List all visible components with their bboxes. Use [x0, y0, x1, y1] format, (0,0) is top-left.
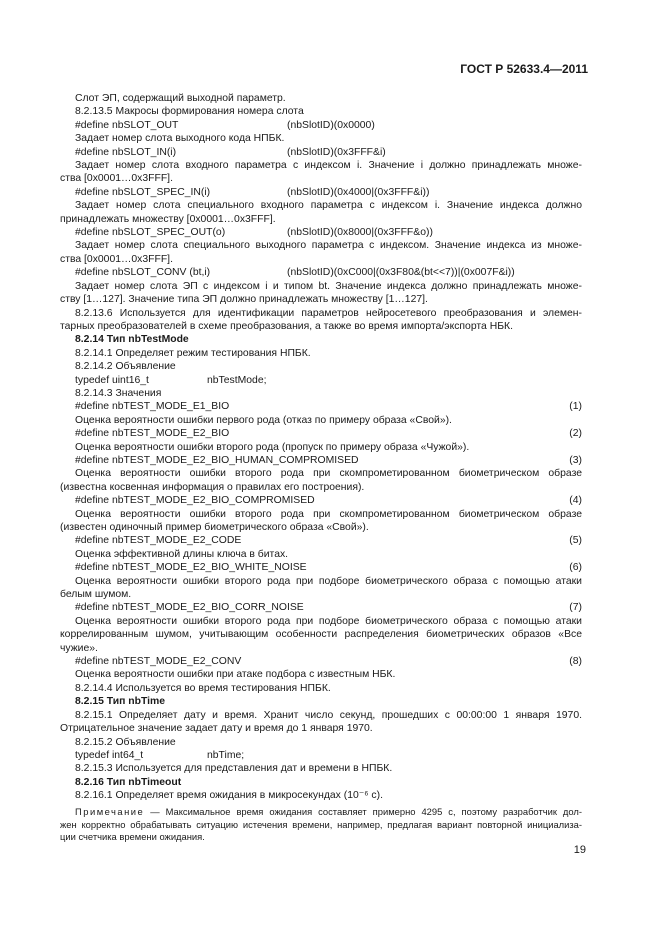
- code-value: (nbSlotID)(0x0000): [287, 119, 375, 131]
- note-line: ции счетчика времени ожидания.: [60, 831, 205, 842]
- text-line: Слот ЭП, содержащий выходной параметр.: [75, 93, 286, 104]
- code-value: (1): [569, 401, 582, 413]
- text-line: 8.2.14.3 Значения: [75, 387, 162, 399]
- text-line: 8.2.16.1 Определяет время ожидания в микросекундах (10⁻⁶ с).: [75, 790, 383, 802]
- note-label: Примечание: [75, 806, 145, 817]
- code-value: (6): [569, 562, 582, 574]
- page-body: [60, 92, 582, 803]
- text-line: 8.2.14.2 Объявление: [75, 361, 176, 373]
- code-macro: #define nbTEST_MODE_E2_BIO: [75, 428, 230, 440]
- text-line: белым шумом.: [60, 589, 132, 601]
- code-macro: #define nbSLOT_CONV (bt,i): [75, 267, 211, 279]
- document-header: ГОСТ Р 52633.4—2011: [460, 62, 588, 76]
- code-macro: #define nbSLOT_SPEC_OUT(o): [75, 227, 226, 239]
- define-line: [60, 186, 582, 199]
- text-line: 8.2.13.5 Макросы формирования номера слота: [75, 106, 304, 118]
- code-line: [60, 427, 582, 440]
- code-macro: #define nbSLOT_OUT: [75, 119, 179, 131]
- text-line: 8.2.14.4 Используется во время тестирования НПБК.: [75, 682, 331, 694]
- note-line: жен корректно обрабатывать ситуацию истечения времени, например, предлагая вариант повторной инициализа-: [60, 818, 582, 830]
- code-line: [60, 534, 582, 547]
- code-value: (nbSlotID)(0x4000|(0x3FFF&i)): [287, 186, 430, 198]
- text-line: Задает номер слота специального входного параметра с индексом i. Значение индекса должно: [75, 200, 582, 212]
- code-macro: #define nbTEST_MODE_E2_BIO_CORR_NOISE: [75, 602, 304, 614]
- define-line: [60, 266, 582, 279]
- code-line: [60, 494, 582, 507]
- code-macro: #define nbSLOT_SPEC_IN(i): [75, 186, 211, 198]
- text-line: Оценка вероятности ошибки второго рода при подборе биометрического образа с помощью атаки: [75, 615, 582, 627]
- text-line: Оценка вероятности ошибки при атаке подбора с известным НБК.: [75, 669, 396, 681]
- text-line: Оценка вероятности ошибки второго рода при скомпрометированном биометрическом образе: [75, 468, 582, 480]
- note-text: — Максимальное время ожидания составляет примерно 4295 с, поэтому разработчик дол-: [150, 806, 582, 817]
- code-macro: #define nbTEST_MODE_E2_CODE: [75, 535, 242, 547]
- section-heading: 8.2.15 Тип nbTime: [75, 696, 166, 708]
- define-line: [60, 226, 582, 239]
- code-line: [60, 400, 582, 413]
- code-value: (4): [569, 495, 582, 507]
- code-value: nbTime;: [207, 749, 245, 761]
- typedef-line: [60, 374, 582, 387]
- code-macro: #define nbTEST_MODE_E1_BIO: [75, 401, 230, 413]
- code-macro: typedef int64_t: [75, 749, 144, 761]
- code-macro: typedef uint16_t: [75, 374, 149, 386]
- code-value: (2): [569, 428, 582, 440]
- text-line: ства [0x0001…0x3FFF].: [60, 253, 173, 265]
- text-line: 8.2.15.2 Объявление: [75, 736, 176, 748]
- text-line: коррелированным шумом, учитывающим особенности распределения биометрических образов «Все: [60, 629, 582, 641]
- text-line: (известна косвенная информация о правилах его построения).: [60, 481, 365, 493]
- define-line: [60, 119, 582, 132]
- section-heading: 8.2.16 Тип nbTimeout: [75, 776, 182, 788]
- code-macro: #define nbTEST_MODE_E2_BIO_HUMAN_COMPROMISED: [75, 454, 359, 466]
- text-line: (известен одиночный пример биометрического образа «Свой»).: [60, 522, 369, 533]
- code-line: [60, 454, 582, 467]
- code-value: (5): [569, 535, 582, 547]
- code-macro: #define nbTEST_MODE_E2_CONV: [75, 656, 242, 668]
- page-number: 19: [573, 844, 586, 856]
- text-line: Задает номер слота ЭП с индексом i и типом bt. Значение индекса должно принадлежать множе-: [75, 280, 582, 292]
- code-macro: #define nbTEST_MODE_E2_BIO_WHITE_NOISE: [75, 562, 307, 574]
- note-block: [60, 806, 582, 844]
- text-line: Отрицательное значение задает дату и время до 1 января 1970.: [60, 723, 373, 735]
- text-line: Оценка вероятности ошибки второго рода при скомпрометированном биометрическом образе: [75, 508, 582, 520]
- code-line: [60, 561, 582, 574]
- code-value: nbTestMode;: [207, 374, 267, 386]
- code-value: (7): [569, 602, 582, 614]
- text-line: ства [0x0001…0x3FFF].: [60, 173, 173, 185]
- text-line: Оценка эффективной длины ключа в битах.: [75, 548, 289, 560]
- typedef-line: [60, 749, 582, 762]
- text-line: 8.2.13.6 Используется для идентификации параметров нейросетевого преобразования и элемен-: [75, 307, 582, 319]
- code-line: [60, 601, 582, 614]
- code-value: (8): [569, 656, 582, 668]
- text-line: тарных преобразователей в схеме преобразования, а также во время импорта/экспорта НБК.: [60, 320, 513, 332]
- code-value: (3): [569, 454, 582, 466]
- code-line: [60, 655, 582, 668]
- note-line: [60, 806, 582, 819]
- text-line: 8.2.14.1 Определяет режим тестирования НПБК.: [75, 347, 311, 359]
- code-value: (nbSlotID)(0x3FFF&i): [287, 146, 386, 158]
- text-line: 8.2.15.1 Определяет дату и время. Хранит число секунд, прошедших с 00:00:00 1 января 1970.: [75, 709, 582, 721]
- text-line: Оценка вероятности ошибки первого рода (отказ по примеру образа «Свой»).: [75, 414, 452, 426]
- text-line: Задает номер слота выходного кода НПБК.: [75, 133, 285, 145]
- text-line: ству [1…127]. Значение типа ЭП должно принадлежать множеству [1…127].: [60, 294, 428, 306]
- text-line: чужие».: [60, 642, 98, 654]
- code-macro: #define nbTEST_MODE_E2_BIO_COMPROMISED: [75, 495, 315, 507]
- code-value: (nbSlotID)(0xC000|(0x3F80&(bt<<7))|(0x007F&i)): [287, 267, 515, 279]
- text-line: Задает номер слота входного параметра с индексом i. Значение i должно принадлежать множе-: [75, 160, 582, 172]
- text-line: Оценка вероятности ошибки второго рода (пропуск по примеру образа «Чужой»).: [75, 441, 470, 453]
- text-line: принадлежать множеству [0x0001…0x3FFF].: [60, 213, 276, 225]
- define-line: [60, 146, 582, 159]
- code-macro: #define nbSLOT_IN(i): [75, 146, 177, 158]
- text-line: Задает номер слота специального выходного параметра с индексом. Значение индекса из множе-: [75, 240, 582, 252]
- text-line: 8.2.15.3 Используется для представления дат и времени в НПБК.: [75, 763, 393, 775]
- code-value: (nbSlotID)(0x8000|(0x3FFF&o)): [287, 227, 433, 239]
- text-line: Оценка вероятности ошибки второго рода при подборе биометрического образа с помощью атаки: [75, 575, 582, 587]
- section-heading: 8.2.14 Тип nbTestMode: [75, 334, 189, 346]
